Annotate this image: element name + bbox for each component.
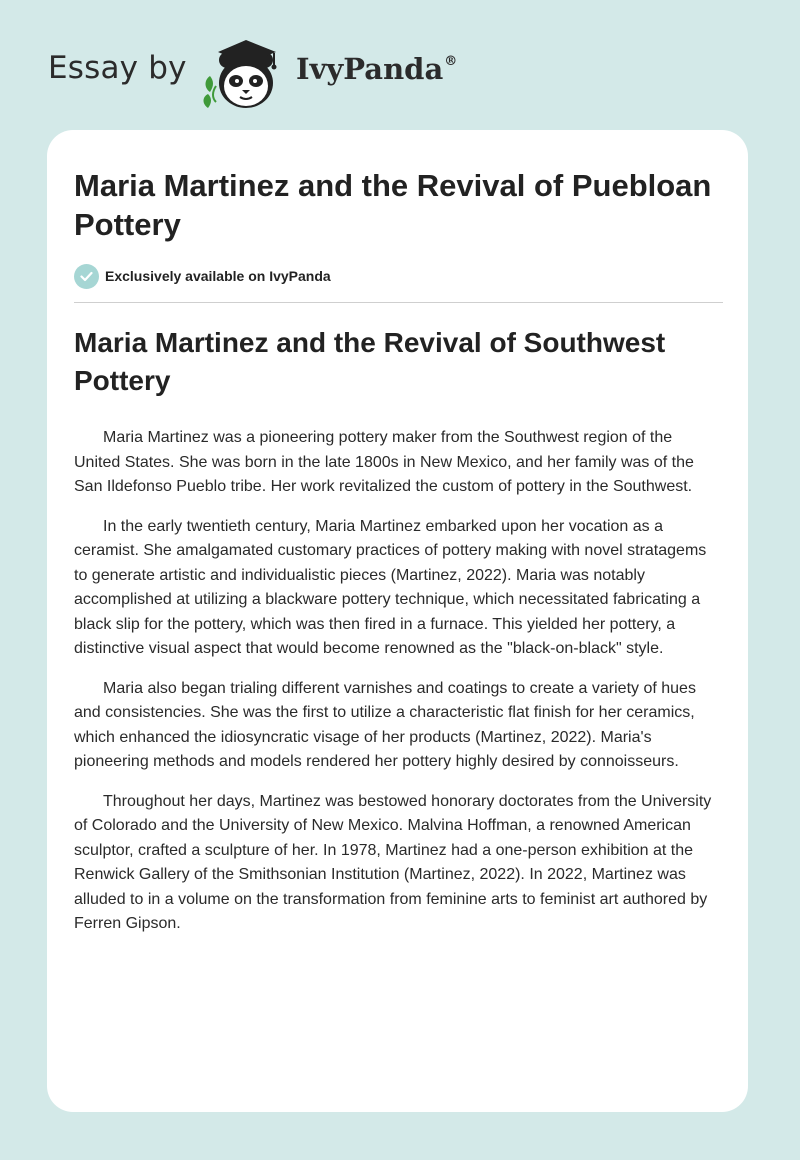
- badge-label: Exclusively available on IvyPanda: [105, 268, 331, 284]
- site-header: [0, 0, 800, 130]
- registered-mark: ®: [444, 54, 458, 69]
- paragraph: Maria also began trialing different varnishes and coatings to create a variety of hues and consistencies. She was the first to utilize a characteristic flat finish for her ceramics, which enhanced the idiosyncratic visage of her products (Martinez, 2022). Maria's pioneering methods and models rendered her pottery highly desired by connoisseurs.: [74, 679, 696, 770]
- check-circle-icon: [74, 264, 99, 289]
- exclusive-badge: [74, 263, 331, 289]
- essay-body: [74, 426, 722, 952]
- essay-card: [47, 130, 748, 1112]
- brand-text: IvyPanda: [296, 52, 444, 86]
- brand-name[interactable]: [296, 52, 457, 86]
- paragraph: In the early twentieth century, Maria Martinez embarked upon her vocation as a ceramist. She amalgamated customary practices of pottery making with novel stratagems to generate artistic and individualistic pieces (Martinez, 2022). Maria was notably accomplished at utilizing a blackware pottery technique, which necessitated fabricating a black slip for the pottery, which was then fired in a furnace. This yielded her pottery, a distinctive visual aspect that would become renowned as the "black-on-black" style.: [74, 517, 707, 657]
- paragraph: Throughout her days, Martinez was bestowed honorary doctorates from the University of Colorado and the University of New Mexico. Malvina Hoffman, a renowned American sculptor, crafted a sculpture of her. In 1978, Martinez had a one-person exhibition at the Renwick Gallery of the Smithsonian Institution (Martinez, 2022). In 2022, Martinez was alluded to in a volume on the transformation from feminine arts to feminist art authored by Ferren Gipson.: [74, 792, 712, 932]
- divider: [74, 302, 723, 303]
- page-title: Maria Martinez and the Revival of Puebloan Pottery: [74, 168, 712, 242]
- panda-logo-icon[interactable]: [200, 36, 296, 112]
- essay-by-label: Essay by: [48, 50, 187, 86]
- section-heading: Maria Martinez and the Revival of Southwest Pottery: [74, 327, 666, 396]
- paragraph: Maria Martinez was a pioneering pottery maker from the Southwest region of the United States. She was born in the late 1800s in New Mexico, and her family was of the San Ildefonso Pueblo tribe. Her work revitalized the custom of pottery in the Southwest.: [74, 429, 694, 495]
